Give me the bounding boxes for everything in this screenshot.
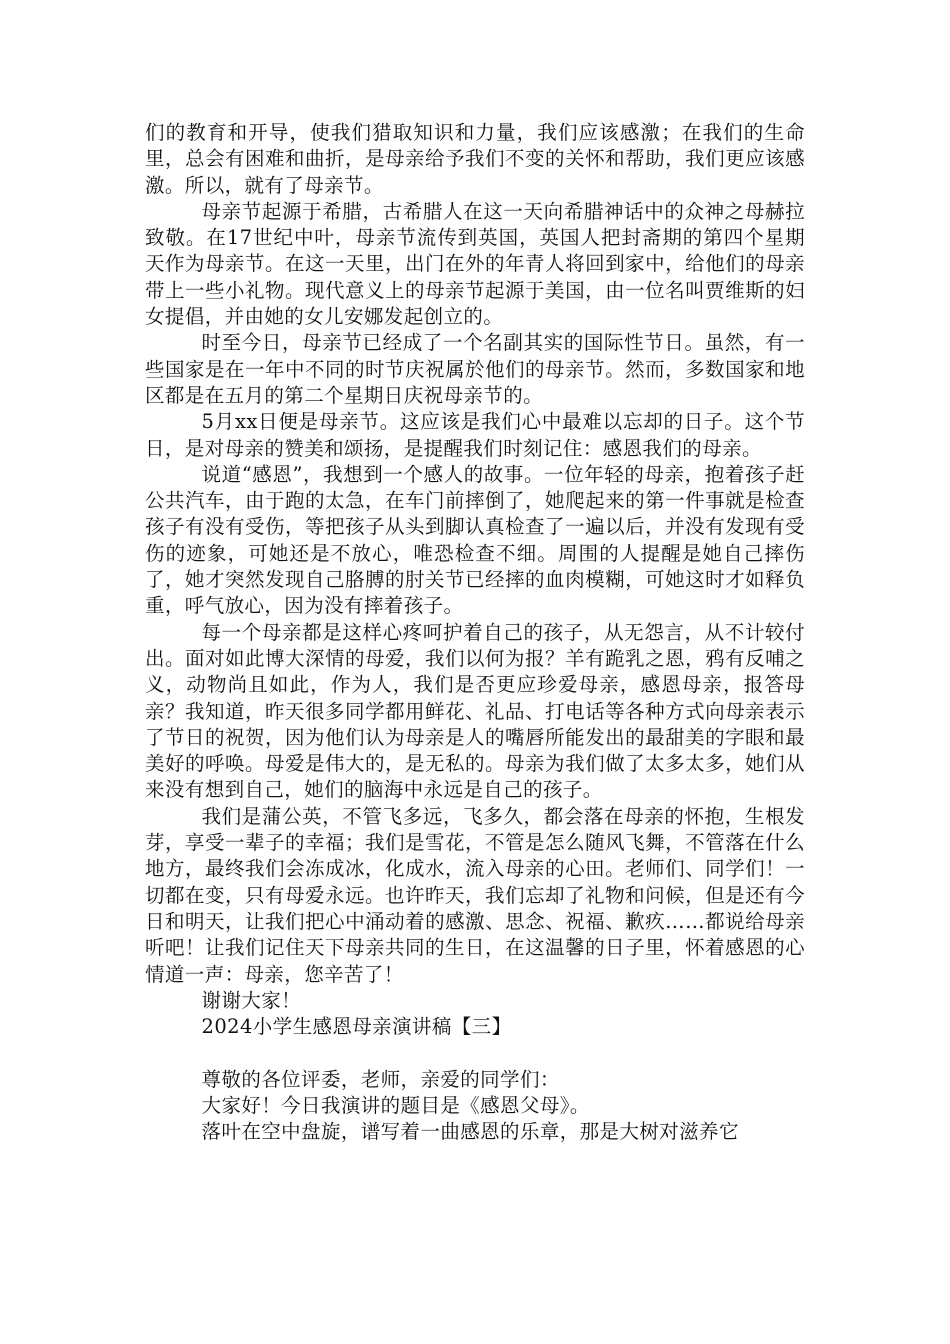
paragraph-continued: 们的教育和开导，使我们猎取知识和力量，我们应该感激；在我们的生命里，总会有困难和曲折，是母亲给予我们不变的关怀和帮助，我们更应该感激。所以，就有了母亲节。 — [145, 121, 805, 197]
section-title: 2024小学生感恩母亲演讲稿【三】 — [201, 1015, 512, 1039]
paragraph-gratitude-story: 说道“感恩”，我想到一个感人的故事。一位年轻的母亲，抱着孩子赶公共汽车，由于跑的太急，在车门前摔倒了，她爬起来的第一件事就是检查孩子有没有受伤，等把孩子从头到脚认真检查了一遍以后，并没有发现有受伤的迹象，可她还是不放心，唯恐检查不细。周围的人提醒是她自己摔伤了，她才突然发现自己胳膊的肘关节已经摔的血肉模糊，可她这时才如释负重，呼气放心，因为没有摔着孩子。 — [145, 462, 805, 618]
paragraph-mothers-day-origin: 母亲节起源于希腊，古希腊人在这一天向希腊神话中的众神之母赫拉致敬。在17世纪中叶，母亲节流传到英国，英国人把封斋期的第四个星期天作为母亲节。在这一天里，出门在外的年青人将回到家中，给他们的母亲带上一些小礼物。现代意义上的母亲节起源于美国，由一位名叫贾维斯的妇女提倡，并由她的女儿安娜发起创立的。 — [145, 199, 805, 329]
paragraph-dandelion: 我们是蒲公英，不管飞多远，飞多久，都会落在母亲的怀抱，生根发芽，享受一辈子的幸福；我们是雪花，不管是怎么随风飞舞，不管落在什么地方，最终我们会冻成冰，化成水，流入母亲的心田。老师们、同学们！一切都在变，只有母爱永远。也许昨天，我们忘却了礼物和问候，但是还有今日和明天，让我们把心中涌动着的感激、思念、祝福、歉疚……都说给母亲听吧！让我们记住天下母亲共同的生日，在这温馨的日子里，怀着感恩的心情道一声：母亲，您辛苦了！ — [145, 804, 805, 986]
closing-thanks: 谢谢大家！ — [201, 988, 302, 1012]
greeting-line: 尊敬的各位评委，老师，亲爱的同学们： — [201, 1067, 560, 1091]
document-page — [145, 120, 805, 1146]
blank-line — [145, 1040, 805, 1066]
paragraph-international-holiday: 时至今日，母亲节已经成了一个名副其实的国际性节日。虽然，有一些国家是在一年中不同的时节庆祝属於他们的母亲节。然而，多数国家和地区都是在五月的第二个星期日庆祝母亲节的。 — [145, 331, 805, 407]
paragraph-may-date: 5月xx日便是母亲节。这应该是我们心中最难以忘却的日子。这个节日，是对母亲的赞美和颂扬，是提醒我们时刻记住：感恩我们的母亲。 — [145, 410, 805, 460]
intro-line: 大家好！今日我演讲的题目是《感恩父母》。 — [201, 1093, 590, 1117]
paragraph-mothers-love: 每一个母亲都是这样心疼呵护着自己的孩子，从无怨言，从不计较付出。面对如此博大深情的母爱，我们以何为报？羊有跪乳之恩，鸦有反哺之义，动物尚且如此，作为人，我们是否更应珍爱母亲，感恩母亲，报答母亲？我知道，昨天很多同学都用鲜花、礼品、打电话等各种方式向母亲表示了节日的祝贺，因为他们认为母亲是人的嘴唇所能发出的最甜美的字眼和最美好的呼唤。母爱是伟大的，是无私的。母亲为我们做了太多太多，她们从来没有想到自己，她们的脑海中永远是自己的孩子。 — [145, 620, 805, 802]
last-line: 落叶在空中盘旋，谱写着一曲感恩的乐章，那是大树对滋养它 — [201, 1120, 739, 1144]
